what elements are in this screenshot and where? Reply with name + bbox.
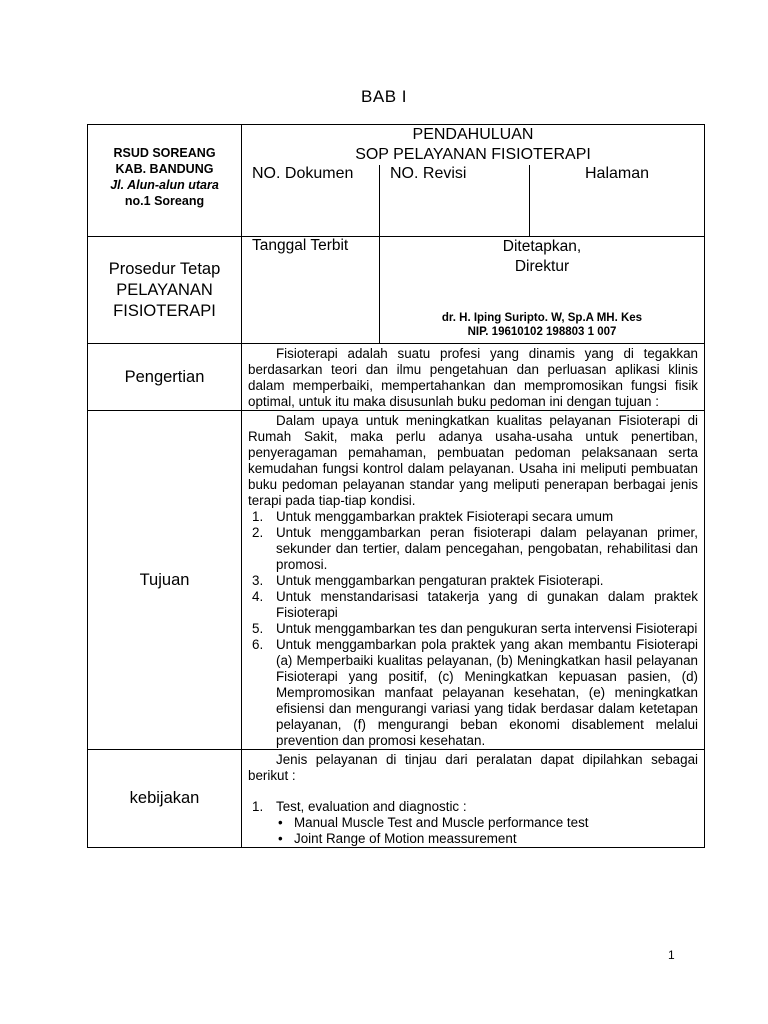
list-item-number: 3. <box>252 573 264 588</box>
list-item-number: 2. <box>252 525 264 540</box>
direktur-label: Direktur <box>514 258 570 275</box>
list-item-number: 6. <box>252 637 264 652</box>
list-item-text: Test, evaluation and diagnostic : <box>276 799 467 814</box>
signer-name: dr. H. Iping Suripto. W, Sp.A MH. Kes <box>441 312 643 324</box>
kebijakan-label-cell <box>88 750 242 848</box>
list-item <box>248 637 698 749</box>
tujuan-body <box>242 411 705 750</box>
bullet-item <box>248 815 698 831</box>
list-item-text: Untuk menggambarkan peran fisioterapi dalam pelayanan primer, sekunder dan tertier, dalam pencegahan, pengobatan, rehabilitasi dan promosi. <box>276 525 698 572</box>
pengertian-label: Pengertian <box>124 367 205 386</box>
hospital-name: RSUD SOREANG <box>113 146 216 160</box>
no-dokumen-label: NO. Dokumen <box>252 165 354 182</box>
halaman-label: Halaman <box>584 165 650 182</box>
list-item-number: 5. <box>252 621 264 636</box>
pengertian-label-cell <box>88 344 242 411</box>
kebijakan-bullets <box>248 815 698 847</box>
prosedur-tetap-cell <box>88 237 242 344</box>
bullet-icon: • <box>278 831 283 846</box>
prosedur-service-label: PELAYANAN <box>116 280 213 299</box>
list-item-number: 1. <box>252 509 264 524</box>
kebijakan-label: kebijakan <box>129 789 200 807</box>
document-title-cell <box>242 125 705 166</box>
bullet-text: Manual Muscle Test and Muscle performance test <box>294 815 589 830</box>
list-item-text: Untuk menggambarkan pengaturan praktek Fisioterapi. <box>276 573 604 588</box>
no-revisi-label: NO. Revisi <box>390 165 467 182</box>
page-heading: BAB I <box>361 87 407 106</box>
list-item-text: Untuk menggambarkan tes dan pengukuran serta intervensi Fisioterapi <box>276 621 698 636</box>
hospital-info-cell <box>88 125 242 237</box>
ditetapkan-label: Ditetapkan, <box>502 238 582 255</box>
tanggal-terbit-label: Tanggal Terbit <box>252 237 349 254</box>
signer-block <box>380 311 704 339</box>
pengertian-text: Fisioterapi adalah suatu profesi yang dinamis yang di tegakkan berdasarkan teori dan ilmu pengetahuan dan perluasan aplikasi klinis dalam memperbaiki, mempertahankan dan mempromosikan fungsi fisik optimal, untuk itu maka disusunlah buku pedoman ini dengan tujuan : <box>248 346 698 409</box>
no-dokumen-cell <box>242 165 380 237</box>
list-item <box>248 525 698 573</box>
list-item-text: Untuk menggambarkan praktek Fisioterapi secara umum <box>276 509 614 524</box>
hospital-address-detail: no.1 Soreang <box>124 194 205 208</box>
prosedur-field-label: FISIOTERAPI <box>113 301 216 320</box>
halaman-cell <box>530 165 705 237</box>
list-item <box>248 621 698 637</box>
list-item-number: 1. <box>252 799 264 814</box>
sop-table <box>87 124 705 848</box>
tujuan-intro: Dalam upaya untuk meningkatkan kualitas pelayanan Fisioterapi di Rumah Sakit, maka perlu adanya usaha-usaha untuk penertiban, penyeragaman pemahaman, pembuatan pedoman pelaksanaan serta kemudahan fungsi kontrol dalam pelayanan. Usaha ini meliputi pembuatan buku pedoman pelayanan standar yang meliputi penerapan berbagai jenis terapi pada tiap-tiap kondisi. <box>248 413 698 508</box>
prosedur-tetap-label: Prosedur Tetap <box>108 259 221 278</box>
pengertian-body <box>242 344 705 411</box>
tujuan-list <box>248 509 698 749</box>
kebijakan-intro: Jenis pelayanan di tinjau dari peralatan dapat dipilahkan sebagai berikut : <box>248 752 698 783</box>
no-revisi-cell <box>380 165 530 237</box>
document-title: PENDAHULUAN <box>412 126 534 143</box>
bullet-text: Joint Range of Motion meassurement <box>294 831 517 846</box>
list-item-text: Untuk menggambarkan pola praktek yang akan membantu Fisioterapi (a) Memperbaiki kualitas pelayanan, (b) Meningkatkan hasil pelayanan Fisioterapi yang positif, (c) Meningkatkan kepuasan pasien, (d) Mempromosikan manfaat pelayanan kesehatan, (e) meningkatkan efisiensi dan mengurangi variasi yang tidak berdasar dalam ketetapan pelayanan, (f) mengurangi beban ekonomi disablement melalui prevention dan promosi kesehatan. <box>276 637 698 748</box>
page-number: 1 <box>668 948 675 962</box>
list-item <box>248 799 698 815</box>
tujuan-label: Tujuan <box>139 570 190 589</box>
signer-nip: NIP. 19610102 198803 1 007 <box>467 326 617 338</box>
hospital-regency: KAB. BANDUNG <box>115 162 214 176</box>
list-item <box>248 509 698 525</box>
tujuan-label-cell <box>88 411 242 750</box>
list-item-text: Untuk menstandarisasi tatakerja yang di gunakan dalam praktek Fisioterapi <box>276 589 698 620</box>
hospital-address: Jl. Alun-alun utara <box>110 178 219 192</box>
kebijakan-body <box>242 750 705 848</box>
list-item-number: 4. <box>252 589 264 604</box>
bullet-icon: • <box>278 815 283 830</box>
kebijakan-list <box>248 799 698 815</box>
ditetapkan-cell <box>380 237 705 344</box>
list-item <box>248 589 698 621</box>
tanggal-terbit-cell <box>242 237 380 344</box>
list-item <box>248 573 698 589</box>
document-subtitle: SOP PELAYANAN FISIOTERAPI <box>355 146 591 163</box>
bullet-item <box>248 831 698 847</box>
spacer <box>248 784 698 799</box>
